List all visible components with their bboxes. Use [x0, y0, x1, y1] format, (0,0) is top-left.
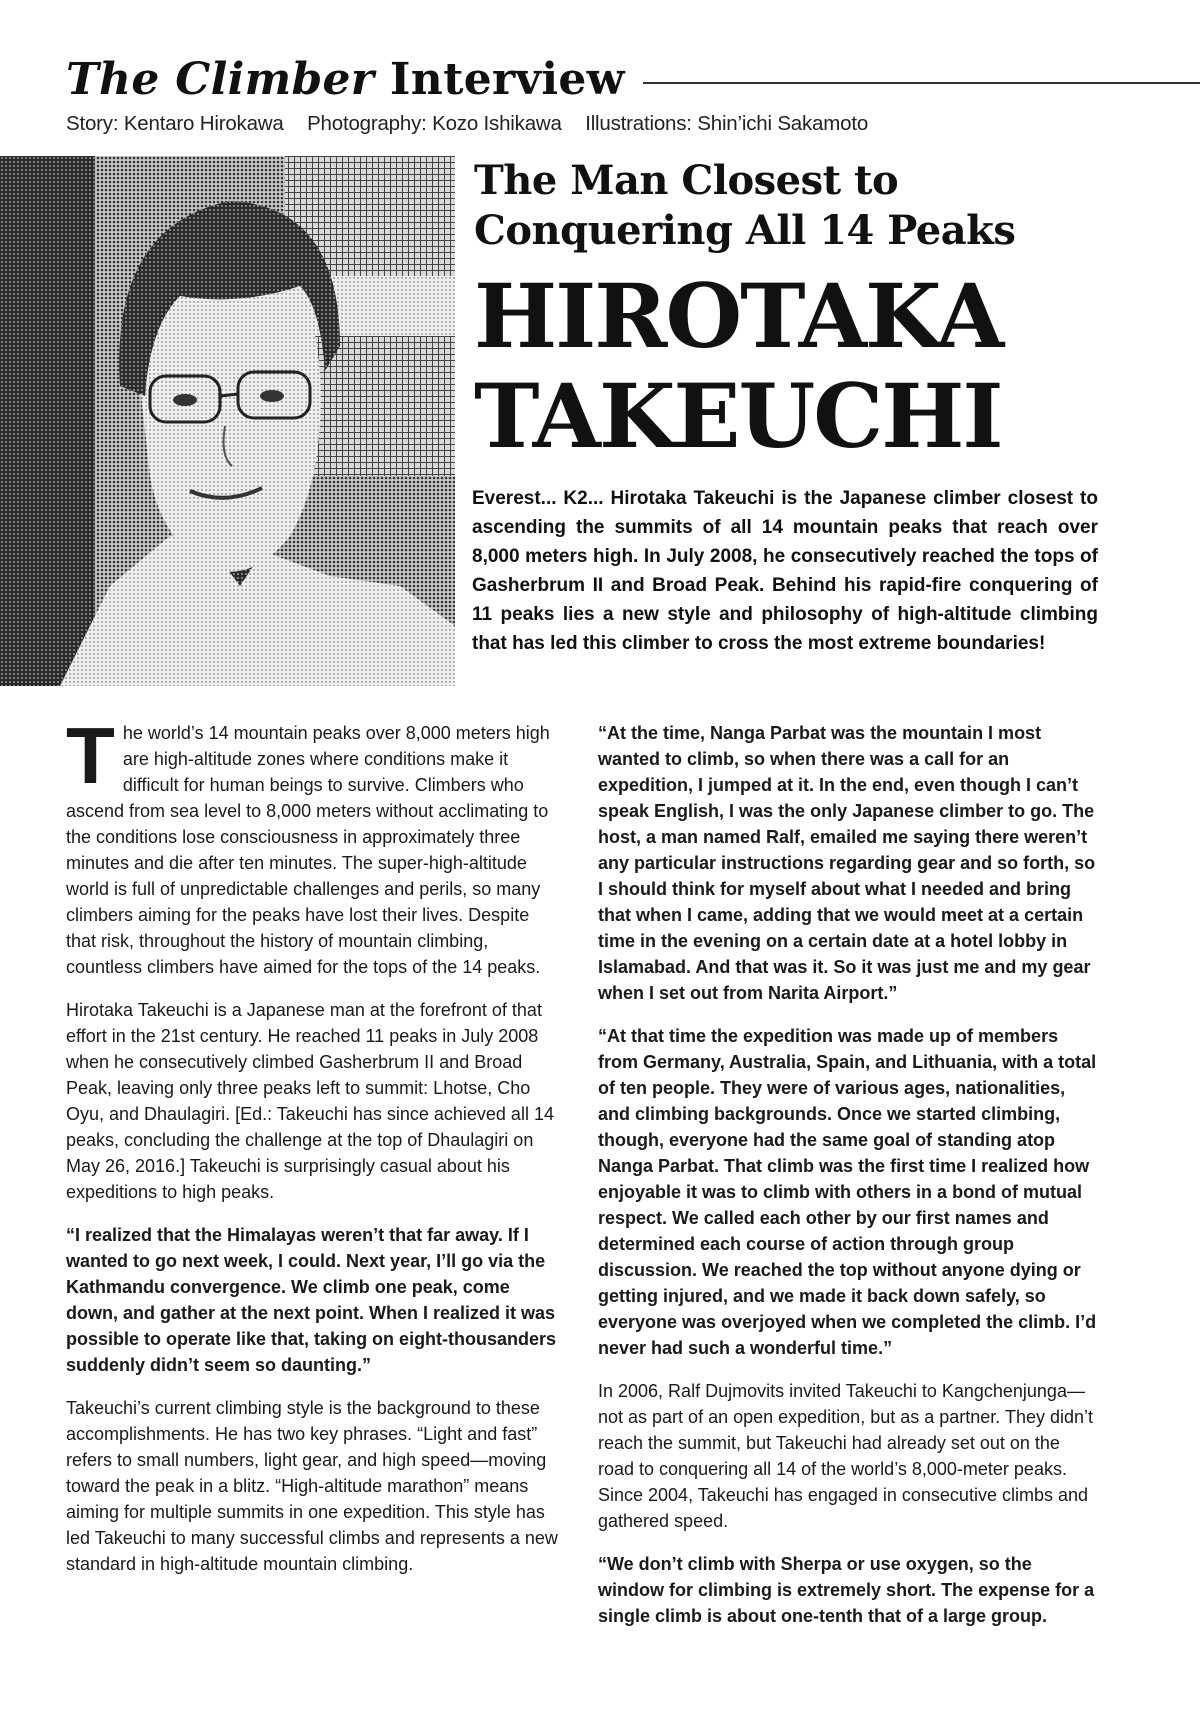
body-paragraph: Takeuchi’s current climbing style is the background to these accomplishments. He has two key phrases. “Light and fast” refers to small numbers, light gear, and high speed—moving toward the peak in a blitz. “High-altitude marathon” means aiming for multiple summits in one expedition. This style has led Takeuchi to many successful climbs and represents a new standard in high-altitude mountain climbing. [66, 1398, 558, 1574]
title-row [66, 52, 1200, 108]
quote-paragraph: “At that time the expedition was made up of members from Germany, Australia, Spain, and Lithuania, with a total of ten people. They were of various ages, nationalities, and climbing backgrounds. Once we started climbing, though, everyone had the same goal of standing atop Nanga Parbat. That climb was the first time I realized how enjoyable it was to climb with others in a bond of mutual respect. We called each other by our first names and determined each course of action through group discussion. We reached the top without anyone dying or getting injured, and we made it back down safely, so everyone was overjoyed when we completed the climb. I’d never had such a wonderful time.” [598, 1026, 1097, 1358]
body-paragraph: Hirotaka Takeuchi is a Japanese man at the forefront of that effort in the 21st century. He reached 11 peaks in July 2008 when he consecutively climbed Gasherbrum II and Broad Peak, leaving only three peaks left to summit: Lhotse, Cho Oyu, and Dhaulagiri. [Ed.: Takeuchi has since achieved all 14 peaks, concluding the challenge at the top of Dhaulagiri on May 26, 2016.] Takeuchi is surprisingly casual about his expeditions to high peaks. [66, 1000, 554, 1202]
quote-paragraph: “At the time, Nanga Parbat was the mountain I most wanted to climb, so when there was a call for an expedition, I jumped at it. In the end, even though I can’t speak English, I was the only Japanese climber to go. The host, a man named Ralf, emailed me saying there weren’t any particular instructions regarding gear and so forth, so I should think for myself about what I needed and bring that when I came, adding that we would meet at a certain time in the evening on a certain date at a hotel lobby in Islamabad. And that was it. So it was just me and my gear when I set out from Narita Airport.” [598, 723, 1096, 1003]
quote-paragraph: “I realized that the Himalayas weren’t that far away. If I wanted to go next week, I could. Next year, I’ll go via the Kathmandu convergence. We climb one peak, come down, and gather at the next point. When I realized it was possible to operate like that, taking on eight-thousanders suddenly didn’t seem so daunting.” [66, 1225, 557, 1375]
article-header [66, 52, 1200, 136]
credit-story: Story: Kentaro Hirokawa [66, 112, 284, 135]
headline-subtitle [474, 156, 1174, 256]
quote-paragraph: “We don’t climb with Sherpa or use oxygen, so the window for climbing is extremely short. The expense for a single climb is about one-tenth that of a large group. [598, 1554, 1095, 1626]
headline-name [474, 266, 1174, 466]
body-paragraph-text: he world’s 14 mountain peaks over 8,000 meters high are high-altitude zones where conditions make it difficult for human beings to survive. Climbers who ascend from sea level to 8,000 meters without acclimating to the conditions lose consciousness in approximately three minutes and die after ten minutes. The super-high-altitude world is full of unpredictable challenges and perils, so many climbers aiming for the peaks have lost their lives. Despite that risk, throughout the history of mountain climbing, countless climbers have aimed for the tops of the 14 peaks. [66, 723, 550, 977]
section-title-interview: Interview [389, 54, 625, 105]
headline-name-line2: TAKEUCHI [474, 364, 1002, 468]
headline-name-line1: HIROTAKA [474, 264, 1003, 368]
headline-block [474, 156, 1174, 466]
credit-photography: Photography: Kozo Ishikawa [307, 112, 562, 135]
portrait-photo [0, 156, 455, 686]
body-column-left [66, 711, 562, 1594]
headline-subtitle-line1: The Man Closest to [474, 157, 899, 204]
title-rule [643, 82, 1200, 84]
credits-line [66, 112, 1200, 136]
body-column-right [598, 720, 1098, 1646]
body-paragraph: In 2006, Ralf Dujmovits invited Takeuchi to Kangchenjunga—not as part of an open expedition, but as a partner. They didn’t reach the summit, but Takeuchi had already set out on the road to conquering all 14 of the world’s 8,000-meter peaks. Since 2004, Takeuchi has engaged in consecutive climbs and gathered speed. [598, 1381, 1094, 1531]
body-paragraph [66, 711, 562, 980]
section-title-magazine: The Climber [66, 54, 375, 105]
section-title [66, 52, 625, 108]
headline-subtitle-line2: Conquering All 14 Peaks [474, 207, 1016, 254]
credit-illustrations: Illustrations: Shin’ichi Sakamoto [585, 112, 869, 135]
lead-paragraph: Everest... K2... Hirotaka Takeuchi is the Japanese climber closest to ascending the summits of all 14 mountain peaks that reach over 8,000 meters high. In July 2008, he consecutively reached the tops of Gasherbrum II and Broad Peak. Behind his rapid-fire conquering of 11 peaks lies a new style and philosophy of high-altitude climbing that has led this climber to cross the most extreme boundaries! [472, 488, 1098, 654]
portrait-illustration [0, 156, 455, 686]
drop-cap: T [66, 711, 115, 800]
